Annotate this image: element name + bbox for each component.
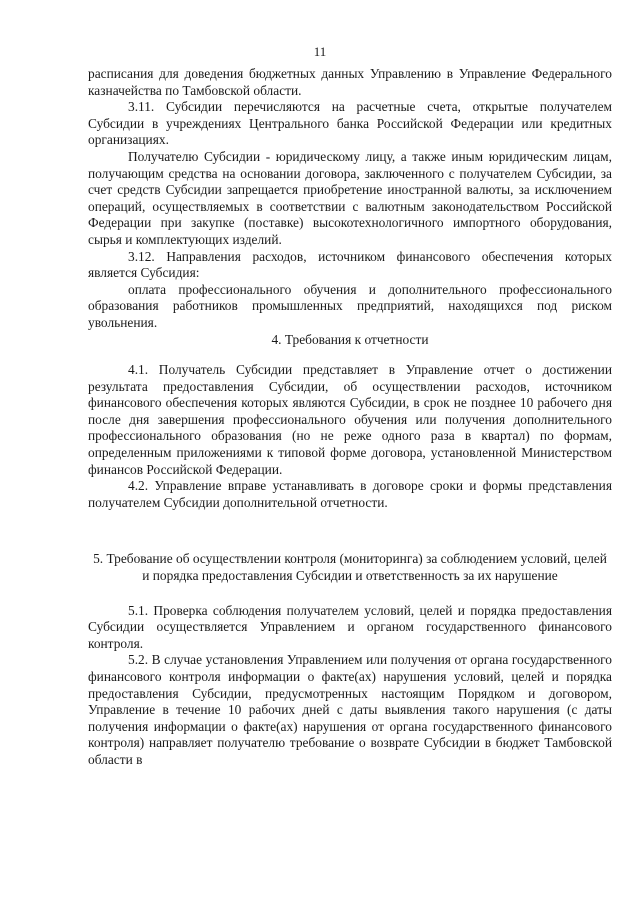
page-number: 11: [313, 44, 327, 59]
section-heading-5: 5. Требование об осуществлении контроля (мониторинга) за соблюдением условий, целей и порядка предоставления Субсидии и ответственность за их нарушение: [93, 551, 607, 584]
paragraph-3-12: 3.12. Направления расходов, источником финансового обеспечения которых является Субсидия:: [88, 248, 612, 281]
paragraph-5-1: 5.1. Проверка соблюдения получателем условий, целей и порядка предоставления Субсидии осуществляется Управлением и органом государственного финансового контроля.: [88, 602, 612, 651]
paragraph-4-1: 4.1. Получатель Субсидии представляет в Управление отчет о достижении результата предоставления Субсидии, об осуществлении расходов, источником финансового обеспечения которых являются Субсидии, в срок не позднее 10 рабочего дня после дня завершения профессионального обучения или получения дополнительного профессионального образования (но не реже одного раза в квартал) по формам, определенным приложениями к типовой форме договора, установленной Министерством финансов Российской Федерации.: [88, 362, 612, 477]
paragraph-recipient-restriction: Получателю Субсидии - юридическому лицу, а также иным юридическим лицам, получающим средства на основании договора, заключенного с получателем Субсидии, за счет средств Субсидии запрещается приобретение иностранной валюты, за исключением операций, осуществляемых в соответствии с валютным законодательством Российской Федерации при закупке (поставке) высокотехнологичного импортного оборудования, сырья и комплектующих изделий.: [88, 148, 612, 247]
paragraph-3-12-item: оплата профессионального обучения и дополнительного профессионального образования работников промышленных предприятий, находящихся под риском увольнения.: [88, 281, 612, 330]
paragraph-continuation: расписания для доведения бюджетных данных Управлению в Управление Федерального казначейства по Тамбовской области.: [88, 66, 612, 98]
document-body: [88, 66, 612, 769]
paragraph-5-2: 5.2. В случае установления Управлением или получения от органа государственного финансового контроля информации о факте(ах) нарушения условий, целей и порядка предоставления Субсидии, предусмотренных настоящим Порядком и договором, Управление в течение 10 рабочих дней с даты выявления такого нарушения (с даты получения информации о факте(ах) нарушения от органа государственного финансового контроля) направляет получателю требование о возврате Субсидии в бюджет Тамбовской области в: [88, 652, 612, 767]
section-heading-4: 4. Требования к отчетности: [271, 331, 429, 347]
paragraph-3-11: 3.11. Субсидии перечисляются на расчетные счета, открытые получателем Субсидии в учреждениях Центрального банка Российской Федерации или кредитных организациях.: [88, 99, 612, 148]
paragraph-4-2: 4.2. Управление вправе устанавливать в договоре сроки и формы представления получателем Субсидии дополнительной отчетности.: [88, 478, 612, 510]
